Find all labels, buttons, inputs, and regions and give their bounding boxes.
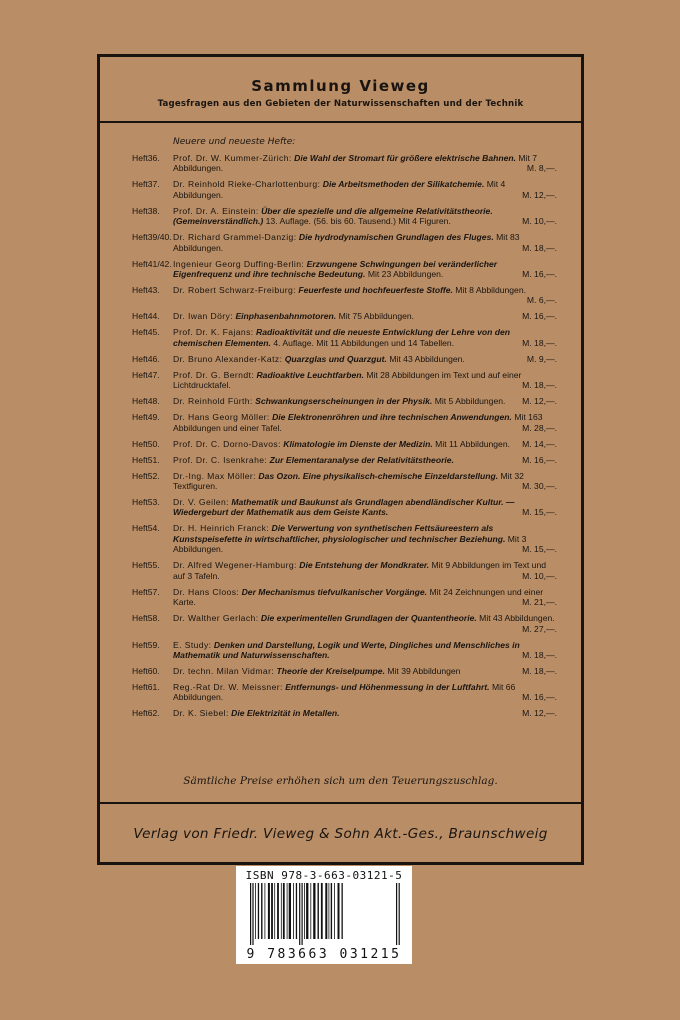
issue-title: Radioaktivität und die neueste Entwicklung der Lehre von den chemischen Elementen. [173,327,511,348]
issue-number: Heft46. [132,353,160,364]
list-item [132,640,557,661]
issue-author: Dr. Reinhold Rieke-Charlottenburg: [173,179,321,190]
issue-title: Zur Elementaranalyse der Relativitätstheorie. [269,454,454,465]
barcode-bars [246,883,402,945]
issue-author: Dr. techn. Milan Vidmar: [173,665,275,676]
issue-description [173,232,557,253]
issue-number: Heft53. [132,497,160,508]
barcode-bar [255,883,256,939]
issue-number: Heft48. [132,396,160,407]
barcode-bar [250,883,251,945]
issue-number: Heft39/40. [132,232,172,243]
issue-price: M. 30,—. [522,481,557,492]
list-item [132,708,557,718]
issue-author: Dr. Walther Gerlach: [173,613,259,624]
issue-number: Heft49. [132,412,160,423]
issue-description [173,327,557,348]
barcode-bar [310,883,311,939]
issue-description [173,523,557,554]
issue-author: Dr. V. Geilen: [173,497,229,508]
publisher-name: Verlag von Friedr. Vieweg & Sohn Akt.-Ges., Braunschweig [133,826,548,842]
issue-info: 4. Auflage. Mit 11 Abbildungen und 14 Tabellen. [273,337,455,348]
barcode-bar [281,883,282,939]
issue-author: Dr. Richard Grammel-Danzig: [173,232,297,243]
issue-info: Mit 8 Abbildungen. [455,285,527,296]
issue-price: M. 15,—. [522,507,557,518]
issue-title: Feuerfeste und hochfeuerfeste Stoffe. [298,285,453,296]
barcode-bar [342,883,343,939]
issue-number: Heft47. [132,369,160,380]
price-note: Sämtliche Preise erhöhen sich um den Teuerungszuschlag. [183,775,498,787]
issue-title: Die Verwertung von synthetischen Fettsäureestern als Kunstspeisefette in wirtschaftlicher, physiologischer und technischer Beziehung. [173,523,506,544]
catalog-frame [97,54,584,865]
issue-price: M. 28,—. [522,422,557,433]
list-item [132,232,557,253]
issue-price: M. 18,—. [522,665,557,676]
issue-price: M. 14,—. [522,438,557,449]
barcode-bar [289,883,291,939]
issue-description [173,708,557,718]
barcode-bar [399,883,400,945]
issue-price: M. 10,—. [522,570,557,581]
issue-number: Heft59. [132,639,160,650]
catalog-header [100,57,581,123]
issue-info: Mit 39 Abbildungen [387,665,461,676]
issue-title: Theorie der Kreiselpumpe. [276,665,385,676]
issue-description [173,666,557,676]
list-item [132,153,557,174]
issue-title: Die Entstehung der Mondkrater. [299,560,430,571]
issue-price: M. 18,—. [522,242,557,253]
issue-number: Heft52. [132,470,160,481]
issue-author: Dr. Hans Georg Möller: [173,412,270,423]
list-item [132,311,557,321]
isbn-text: ISBN 978-3-663-03121-5 [245,869,403,882]
list-item [132,412,557,433]
issue-description [173,370,557,391]
issue-price: M. 27,—. [522,623,557,634]
issue-title: Erzwungene Schwingungen bei veränderlicher Eigenfrequenz und ihre technische Bedeutung. [173,258,498,280]
barcode-bar [265,883,266,939]
list-item [132,560,557,581]
list-item [132,370,557,391]
barcode-bar [321,883,323,939]
barcode-bar [325,883,327,939]
barcode-bar [331,883,332,939]
publisher-footer [100,802,581,864]
issue-info: Mit 83 Abbildungen. [173,232,520,253]
issue-description [173,455,557,465]
issue-title: Das Ozon. Eine physikalisch-chemische Einzeldarstellung. [258,470,499,481]
issue-title: Die Elektrizität in Metallen. [231,708,340,719]
issue-description [173,682,557,703]
issue-author: Dr. H. Heinrich Franck: [173,523,270,534]
barcode-bar [283,883,285,939]
issue-title: Entfernungs- und Höhenmessung in der Luftfahrt. [285,681,490,692]
issue-description [173,285,557,306]
issue-description [173,259,557,280]
issue-description [173,497,557,518]
barcode-bar [334,883,335,939]
list-item [132,179,557,200]
issue-price: M. 16,—. [522,269,557,280]
series-subtitle: Tagesfragen aus den Gebieten der Naturwissenschaften und der Technik [157,99,524,109]
issue-title: Quarzglas und Quarzgut. [284,353,387,364]
barcode-bar [277,883,279,939]
issue-title: Die hydrodynamischen Grundlagen des Fluges. [298,232,494,243]
issue-number: Heft38. [132,205,160,216]
issue-number: Heft41/42. [132,258,172,269]
issue-info: Mit 9 Abbildungen im Text und auf 3 Tafeln. [173,560,547,581]
issue-author: E. Study: [173,639,212,650]
barcode-bar [318,883,319,939]
issue-price: M. 15,—. [522,544,557,555]
issue-description [173,354,557,364]
issue-info: Mit 43 Abbildungen. [389,353,465,364]
issue-list [132,153,557,724]
issue-price: M. 18,—. [522,380,557,391]
series-title: Sammlung Vieweg [251,77,430,95]
issue-title: Die experimentellen Grundlagen der Quantentheorie. [260,613,477,624]
issue-title: Denken und Darstellung, Logik und Werte, Dingliches und Menschliches in Mathematik und Naturwissenschaften. [173,639,520,660]
issue-info: Mit 32 Textfiguren. [173,470,524,492]
list-item [132,327,557,348]
list-item [132,285,557,306]
barcode-bar [293,883,294,939]
issue-number: Heft44. [132,311,160,322]
issue-info: Mit 3 Abbildungen. [173,533,527,555]
issue-author: Dr. Bruno Alexander-Katz: [173,353,283,364]
list-item [132,471,557,492]
issue-title: Die Arbeitsmethoden der Silikatchemie. [322,179,485,190]
list-item [132,455,557,465]
barcode-bar [268,883,270,939]
barcode-bar [338,883,340,939]
issue-number: Heft54. [132,523,160,534]
list-item [132,206,557,227]
issue-author: Prof. Dr. C. Isenkrahe: [173,454,268,465]
issue-author: Prof. Dr. G. Berndt: [173,369,255,380]
issue-author: Prof. Dr. K. Fajans: [173,327,254,338]
issue-info: Mit 7 Abbildungen. [173,153,538,174]
issue-author: Dr.-Ing. Max Möller: [173,470,256,481]
barcode-bar [287,883,288,939]
issue-price: M. 9,—. [526,353,557,364]
barcode-bar [302,883,303,945]
issue-title: Mathematik und Baukunst als Grundlagen abendländischer Kultur. — Wiedergeburt der Mathematik aus dem Geiste Kants. [173,497,515,518]
barcode-bar [271,883,273,939]
issue-description [173,613,557,634]
issue-description [173,206,557,227]
issue-author: Dr. Alfred Wegener-Hamburg: [173,560,297,571]
issue-author: Dr. Hans Cloos: [173,586,240,597]
issue-info: Mit 163 Abbildungen und einer Tafel. [173,412,543,433]
issue-title: Die Elektronenröhren und ihre technischen Anwendungen. [272,412,512,423]
issue-author: Dr. Robert Schwarz-Freiburg: [173,285,296,296]
issue-info: Mit 11 Abbildungen. [435,438,511,449]
issue-info: Mit 28 Abbildungen im Text und auf einer Lichtdrucktafel. [173,369,522,391]
issue-description [173,153,557,174]
barcode-bar [258,883,259,939]
list-item [132,613,557,634]
issue-price: M. 16,—. [522,311,557,322]
issue-author: Dr. K. Siebel: [173,708,229,719]
barcode-bar [306,883,308,939]
issue-description [173,560,557,581]
issue-author: Ingenieur Georg Duffing-Berlin: [173,258,305,269]
issue-description [173,640,557,661]
issue-price: M. 18,—. [522,337,557,348]
issue-number: Heft62. [132,708,160,719]
barcode-bar [304,883,305,939]
issue-price: M. 10,—. [522,216,557,227]
list-item [132,439,557,449]
issue-description [173,396,557,406]
barcode-bar [329,883,330,939]
issue-price: M. 12,—. [522,708,557,719]
issue-title: Radioaktive Leuchtfarben. [256,369,364,380]
list-item [132,666,557,676]
issue-price: M. 8,—. [526,163,557,174]
issue-number: Heft45. [132,327,160,338]
list-item [132,259,557,280]
barcode-bar [313,883,315,939]
issue-description [173,311,557,321]
issue-title: Schwankungserscheinungen in der Physik. [255,396,433,407]
list-item [132,497,557,518]
issue-description [173,179,557,200]
barcode-bar [396,883,397,945]
issue-price: M. 16,—. [522,454,557,465]
barcode-bar [299,883,300,945]
issue-number: Heft50. [132,438,160,449]
issue-info: Mit 5 Abbildungen. [434,396,506,407]
list-item [132,523,557,554]
issue-author: Prof. Dr. A. Einstein: [173,205,259,216]
issue-price: M. 12,—. [522,189,557,200]
issue-number: Heft58. [132,613,160,624]
issue-info: Mit 75 Abbildungen. [338,311,415,322]
barcode-label [236,866,412,964]
issue-info: Mit 43 Abbildungen. [479,613,555,624]
issue-info: 13. Auflage. (56. bis 60. Tausend.) Mit 4 Figuren. [265,216,451,227]
list-item [132,354,557,364]
issue-number: Heft55. [132,560,160,571]
issue-description [173,439,557,449]
issue-description [173,412,557,433]
issue-price: M. 16,—. [522,692,557,703]
issue-description [173,471,557,492]
issue-price: M. 18,—. [522,649,557,660]
issue-info: Mit 66 Abbildungen. [173,681,516,703]
issue-author: Reg.-Rat Dr. W. Meissner: [173,681,283,692]
issue-price: M. 12,—. [522,396,557,407]
barcode-bar [252,883,253,945]
issue-number: Heft37. [132,179,160,190]
list-item [132,587,557,608]
issue-title: Die Wahl der Stromart für größere elektrische Bahnen. [294,153,517,163]
list-item [132,396,557,406]
issue-number: Heft43. [132,285,160,296]
ean-number: 9 783663 031215 [246,947,402,962]
barcode-bar [261,883,262,939]
issue-author: Dr. Reinhold Fürth: [173,396,253,407]
issue-title: Klimatologie im Dienste der Medizin. [283,438,433,449]
issue-author: Dr. Iwan Döry: [173,311,234,322]
issue-number: Heft60. [132,665,160,676]
issue-price: M. 21,—. [522,597,557,608]
issue-price: M. 6,—. [526,295,557,306]
issue-number: Heft61. [132,681,160,692]
issue-number: Heft57. [132,586,160,597]
barcode-bar [274,883,275,939]
list-item [132,682,557,703]
issue-author: Prof. Dr. C. Dorno-Davos: [173,438,281,449]
issue-info: Mit 4 Abbildungen. [173,179,506,200]
issue-description [173,587,557,608]
barcode-bar [296,883,297,939]
list-intro: Neuere und neueste Hefte: [173,137,296,147]
issue-number: Heft36. [132,153,160,163]
issue-author: Prof. Dr. W. Kummer-Zürich: [173,153,292,163]
issue-title: Einphasenbahnmotoren. [235,311,337,322]
issue-title: Der Mechanismus tiefvulkanischer Vorgänge. [241,586,428,597]
issue-number: Heft51. [132,454,160,465]
issue-title: Über die spezielle und die allgemeine Relativitätstheorie. (Gemeinverständlich.) [173,205,493,227]
issue-info: Mit 24 Zeichnungen und einer Karte. [173,586,544,608]
issue-info: Mit 23 Abbildungen. [367,269,444,280]
